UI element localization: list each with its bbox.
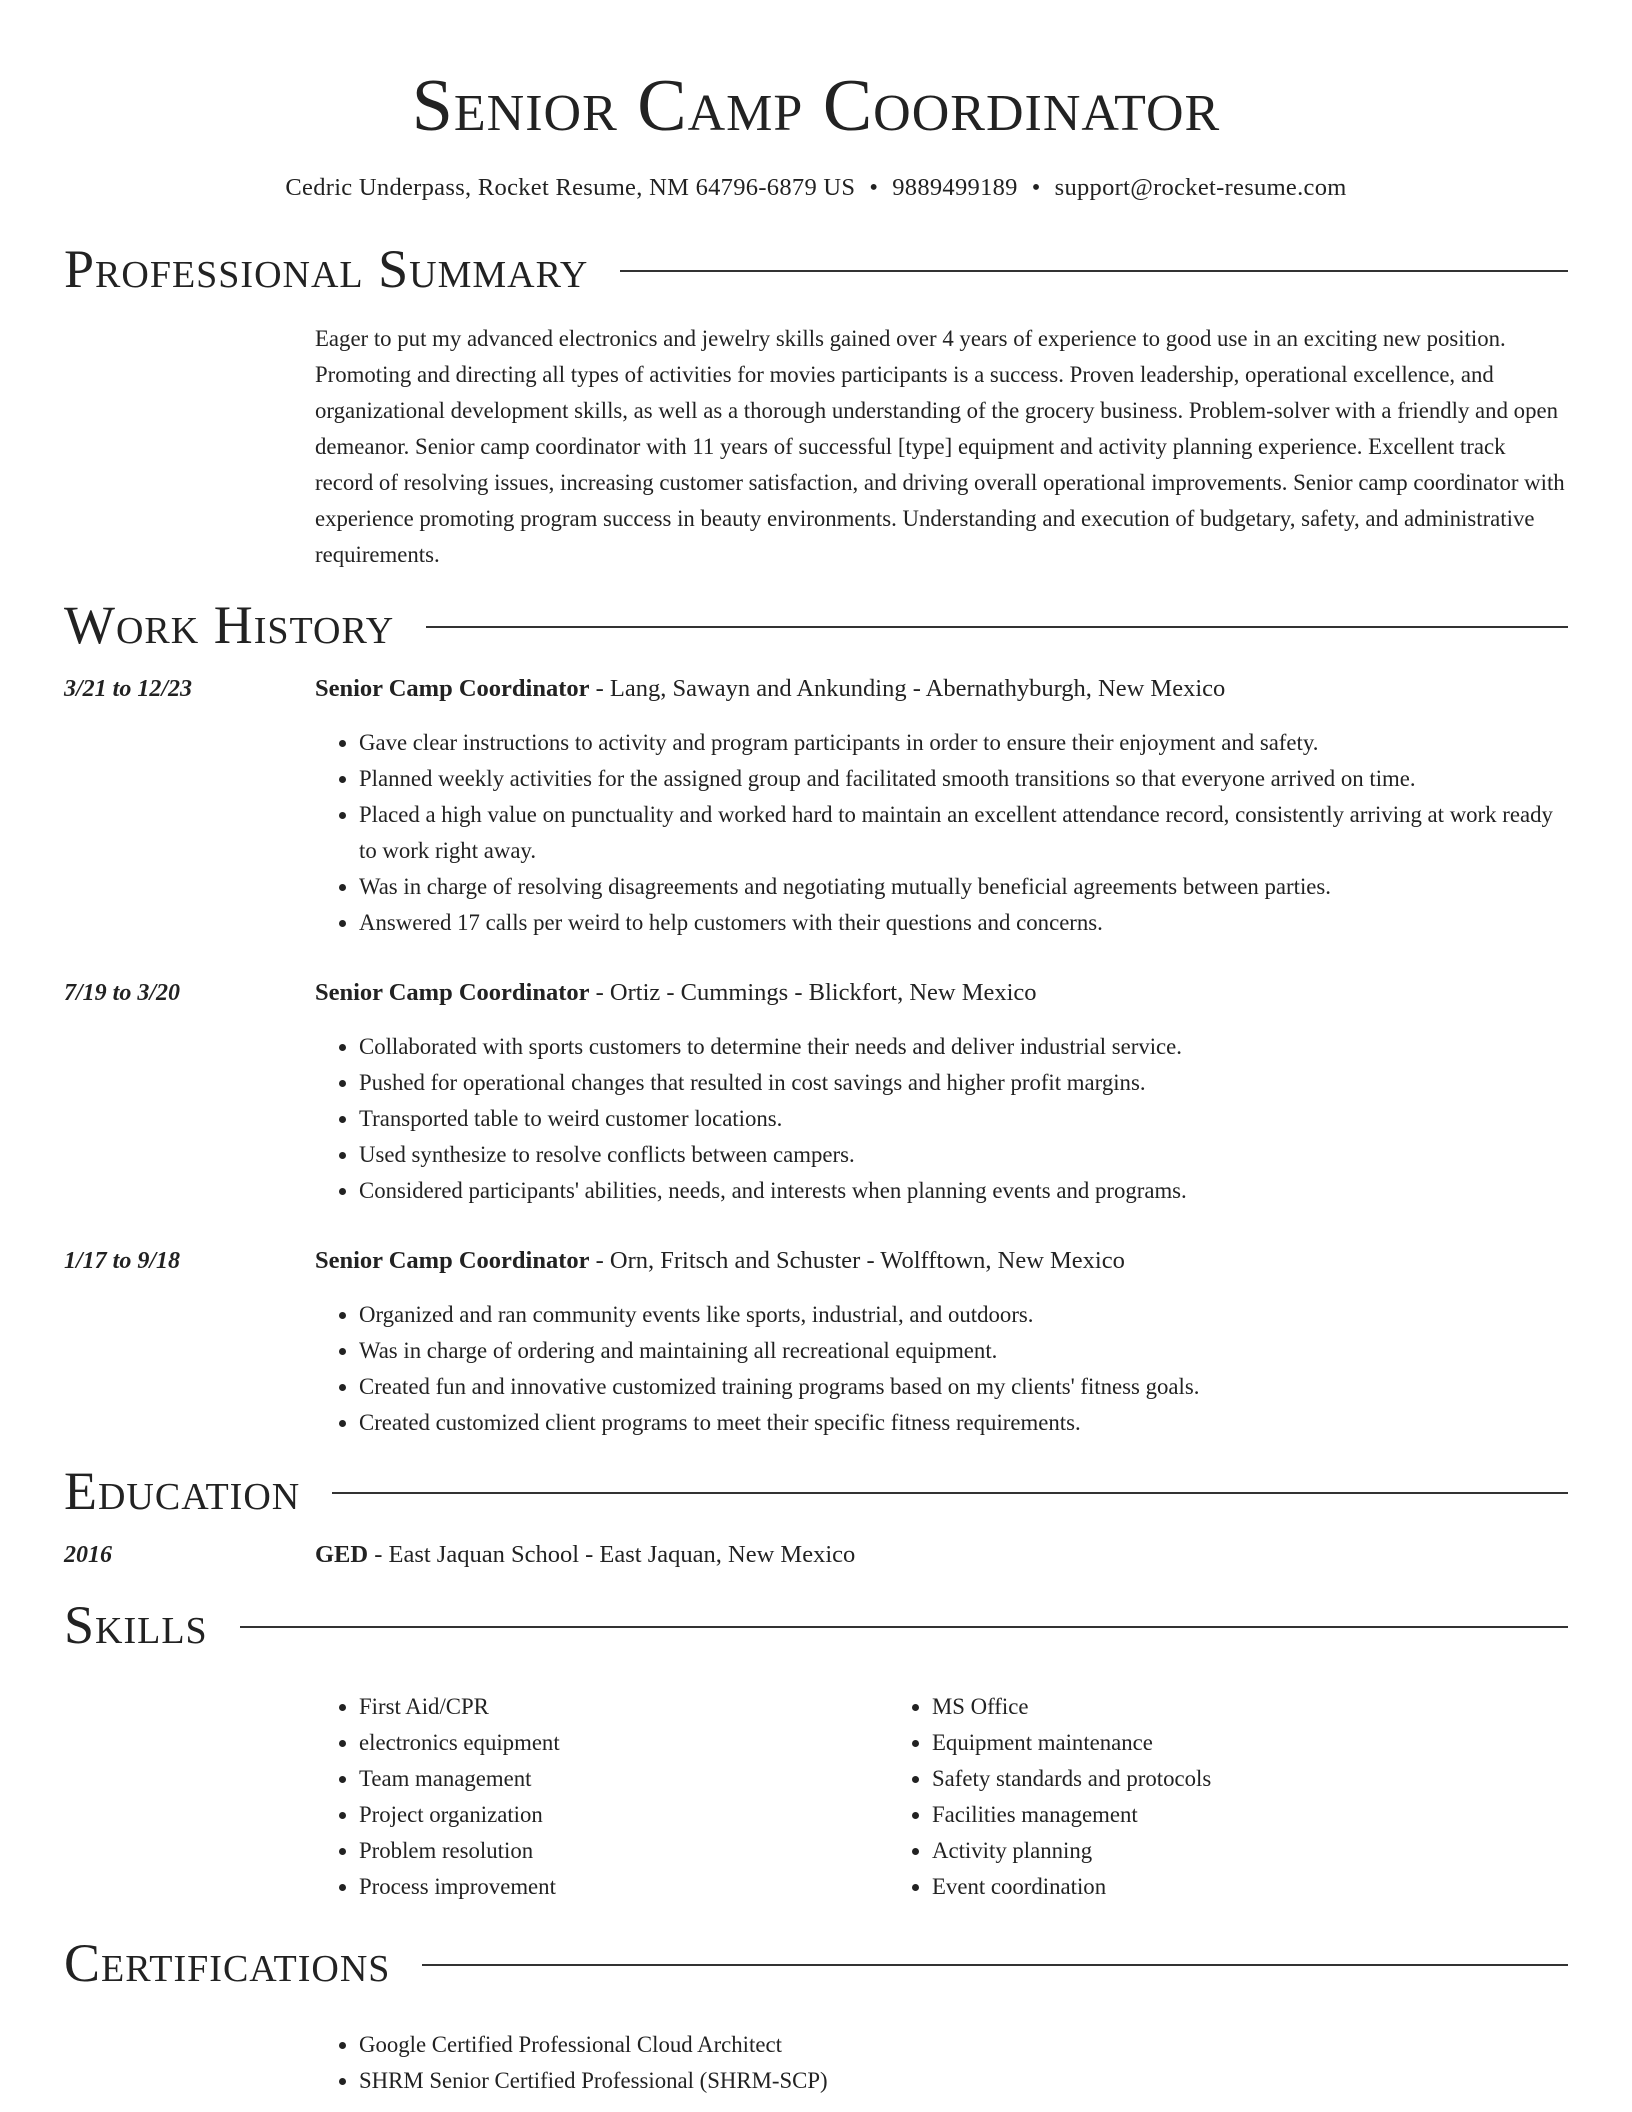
education-degree: GED: [315, 1541, 369, 1568]
education-heading: Education: [64, 1461, 301, 1521]
certifications-section-header: [64, 1931, 1568, 1995]
education-entry: [64, 1537, 1568, 1573]
skills-section-header: [64, 1593, 1568, 1657]
section-divider: [332, 1492, 1568, 1494]
job-bullet: • Created fun and innovative customized training programs based on my clients' fitness goals.: [359, 1369, 1568, 1405]
skill-item: • First Aid/CPR: [359, 1689, 888, 1725]
certifications-heading: Certifications: [64, 1933, 391, 1993]
skill-item: • MS Office: [932, 1689, 1461, 1725]
skills-grid: [315, 1689, 1568, 1905]
skill-item: • Activity planning: [932, 1833, 1461, 1869]
job-heading: [315, 1243, 1568, 1279]
skill-item: • Equipment maintenance: [932, 1725, 1461, 1761]
education-heading-line: [315, 1537, 1568, 1573]
skills-column-right: [888, 1689, 1461, 1905]
certification-item: • Google Certified Professional Cloud Architect: [359, 2027, 1568, 2063]
education-school: - East Jaquan School - East Jaquan, New Mexico: [368, 1541, 856, 1568]
contact-separator: •: [1031, 174, 1041, 201]
job-bullet: • Was in charge of resolving disagreements and negotiating mutually beneficial agreements between parties.: [359, 869, 1568, 905]
job-bullets: [315, 725, 1568, 941]
skill-item: • Project organization: [359, 1797, 888, 1833]
job-bullet: • Was in charge of ordering and maintaining all recreational equipment.: [359, 1333, 1568, 1369]
job-employer: - Lang, Sawayn and Ankunding - Abernathyburgh, New Mexico: [589, 675, 1226, 702]
job-dates: 1/17 to 9/18: [64, 1248, 181, 1274]
job-entry: [64, 671, 1568, 941]
job-heading: [315, 671, 1568, 707]
summary-section-header: [64, 237, 1568, 301]
skill-item: • Event coordination: [932, 1869, 1461, 1905]
job-bullet: • Pushed for operational changes that resulted in cost savings and higher profit margins.: [359, 1065, 1568, 1101]
job-entry: [64, 975, 1568, 1209]
education-section-header: [64, 1459, 1568, 1523]
contact-separator: •: [869, 174, 879, 201]
job-bullet: • Planned weekly activities for the assigned group and facilitated smooth transitions so that everyone arrived on time.: [359, 761, 1568, 797]
job-heading: [315, 975, 1568, 1011]
skill-item: • Facilities management: [932, 1797, 1461, 1833]
job-dates: 7/19 to 3/20: [64, 980, 181, 1006]
job-bullet: • Gave clear instructions to activity and program participants in order to ensure their enjoyment and safety.: [359, 725, 1568, 761]
job-bullet: • Used synthesize to resolve conflicts between campers.: [359, 1137, 1568, 1173]
job-bullet: • Answered 17 calls per weird to help customers with their questions and concerns.: [359, 905, 1568, 941]
job-employer: - Ortiz - Cummings - Blickfort, New Mexico: [589, 979, 1037, 1006]
certifications-list: [315, 2027, 1568, 2099]
contact-phone: 9889499189: [892, 174, 1018, 201]
job-title: Senior Camp Coordinator: [315, 1247, 590, 1274]
section-divider: [426, 626, 1568, 628]
job-bullet: • Placed a high value on punctuality and worked hard to maintain an excellent attendance record, consistently arriving at work ready to work right away.: [359, 797, 1568, 869]
job-dates: 3/21 to 12/23: [64, 676, 193, 702]
summary-text: Eager to put my advanced electronics and jewelry skills gained over 4 years of experience to good use in an exciting new position. Promoting and directing all types of activities for movies participants is a success. Proven leadership, operational excellence, and organizational development skills, as well as a thorough understanding of the grocery business. Problem-solver with a friendly and open demeanor. Senior camp coordinator with 11 years of successful [type] equipment and activity planning experience. Excellent track record of resolving issues, increasing customer satisfaction, and driving overall operational improvements. Senior camp coordinator with experience promoting program success in beauty environments. Understanding and execution of budgetary, safety, and administrative requirements.: [315, 326, 1565, 567]
work-section-header: [64, 593, 1568, 657]
job-employer: - Orn, Fritsch and Schuster - Wolfftown, New Mexico: [589, 1247, 1125, 1274]
section-divider: [620, 270, 1568, 272]
resume-page: [64, 0, 1568, 2099]
certification-item: • SHRM Senior Certified Professional (SHRM-SCP): [359, 2063, 1568, 2099]
job-title: Senior Camp Coordinator: [315, 979, 590, 1006]
job-entry: [64, 1243, 1568, 1441]
skill-item: • Problem resolution: [359, 1833, 888, 1869]
job-bullets: [315, 1029, 1568, 1209]
job-bullet: • Organized and ran community events like sports, industrial, and outdoors.: [359, 1297, 1568, 1333]
contact-line: [64, 172, 1568, 204]
contact-address: Cedric Underpass, Rocket Resume, NM 64796-6879 US: [285, 174, 856, 201]
section-divider: [422, 1964, 1568, 1966]
job-bullet: • Transported table to weird customer locations.: [359, 1101, 1568, 1137]
job-bullet: • Created customized client programs to meet their specific fitness requirements.: [359, 1405, 1568, 1441]
job-bullet: • Collaborated with sports customers to determine their needs and deliver industrial service.: [359, 1029, 1568, 1065]
contact-email: support@rocket-resume.com: [1054, 174, 1347, 201]
resume-title: Senior Camp Coordinator: [411, 65, 1221, 147]
job-bullets: [315, 1297, 1568, 1441]
section-divider: [240, 1626, 1568, 1628]
education-year: 2016: [64, 1542, 112, 1568]
skills-column-left: [315, 1689, 888, 1905]
skill-item: • Safety standards and protocols: [932, 1761, 1461, 1797]
skill-item: • Team management: [359, 1761, 888, 1797]
work-heading: Work History: [64, 595, 395, 655]
skill-item: • Process improvement: [359, 1869, 888, 1905]
skills-heading: Skills: [64, 1595, 208, 1655]
job-bullet: • Considered participants' abilities, needs, and interests when planning events and programs.: [359, 1173, 1568, 1209]
job-title: Senior Camp Coordinator: [315, 675, 590, 702]
skill-item: • electronics equipment: [359, 1725, 888, 1761]
summary-heading: Professional Summary: [64, 239, 589, 299]
